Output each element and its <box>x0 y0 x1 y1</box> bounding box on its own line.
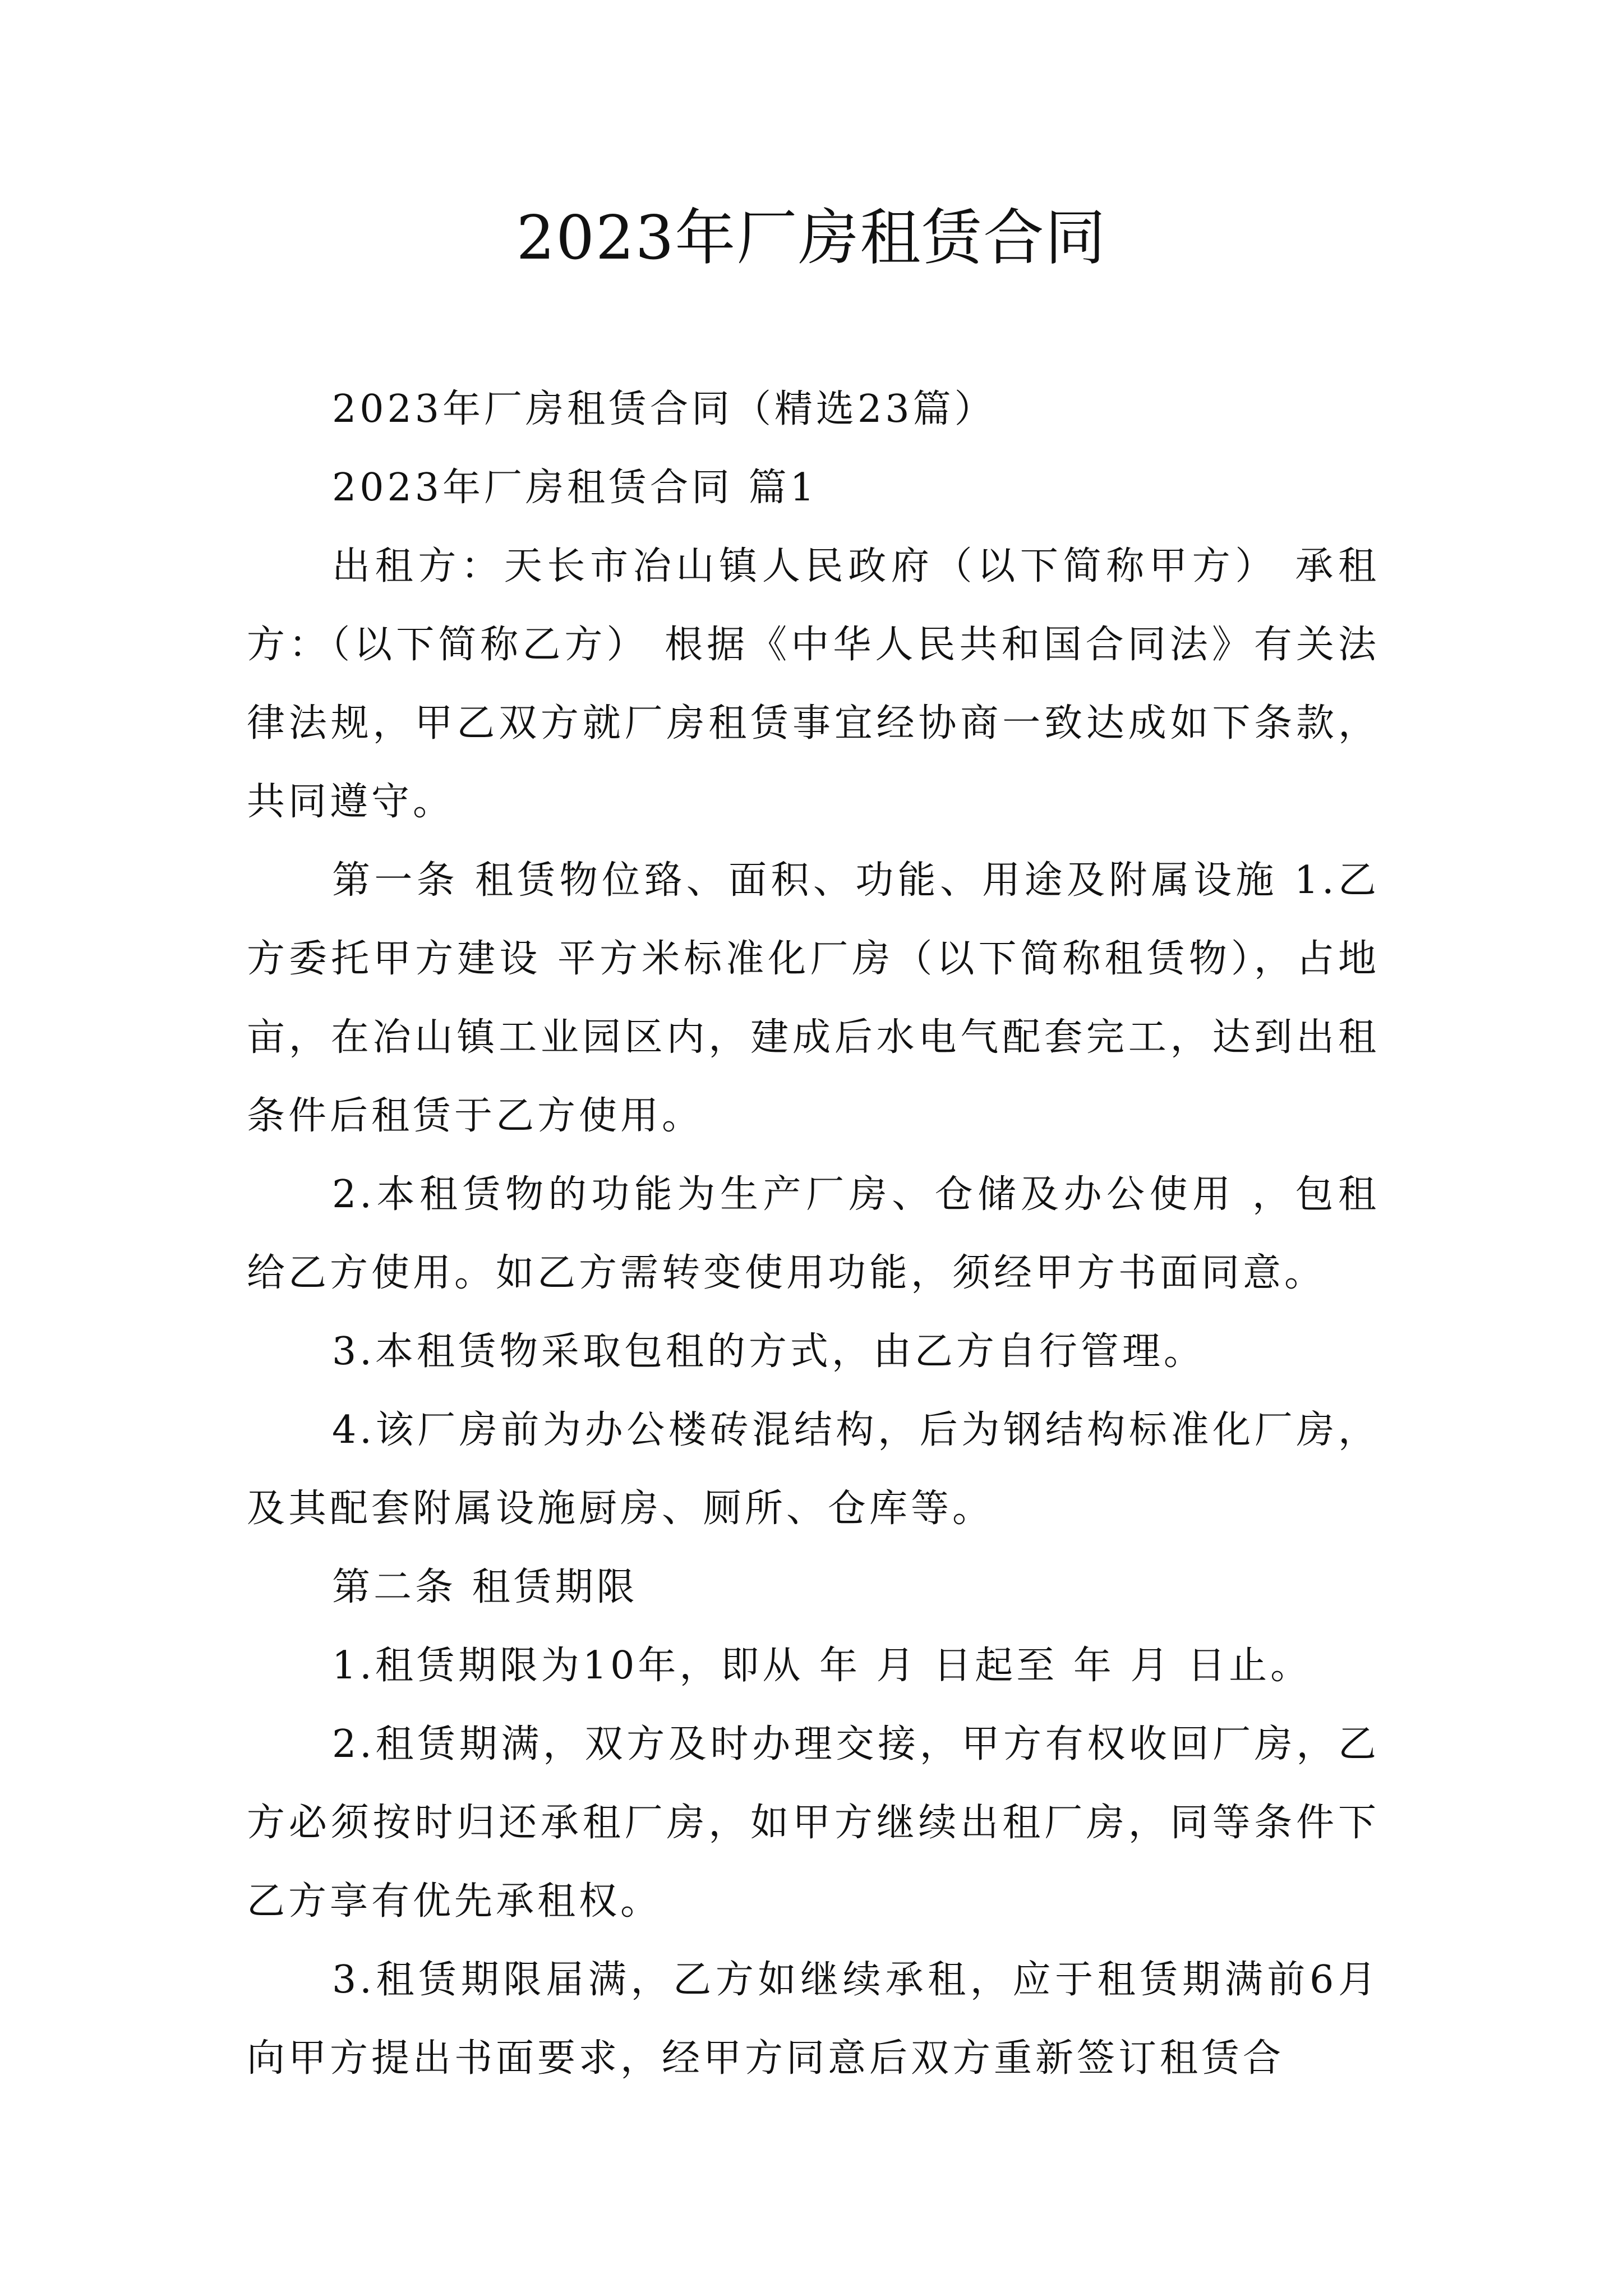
paragraph-clause-2-item-3: 3.租赁期限届满，乙方如继续承租，应于租赁期满前6月向甲方提出书面要求，经甲方同意后双方重新签订租赁合 <box>247 1958 1380 2081</box>
paragraph-clause-1: 第一条 租赁物位臵、面积、功能、用途及附属设施 1.乙方委托甲方建设 平方米标准化厂房（以下简称租赁物），占地 亩，在冶山镇工业园区内，建成后水电气配套完工，达到出租条件后租赁于乙方使用。 <box>247 858 1380 1138</box>
paragraph-clause-1-item-2: 2.本租赁物的功能为生产厂房、仓储及办公使用 ，包租给乙方使用。如乙方需转变使用功能，须经甲方书面同意。 <box>247 1172 1380 1295</box>
paragraph-clause-1-item-4: 4.该厂房前为办公楼砖混结构，后为钢结构标准化厂房，及其配套附属设施厨房、厕所、仓库等。 <box>247 1408 1380 1531</box>
paragraph-clause-1-item-3: 3.本租赁物采取包租的方式，由乙方自行管理。 <box>332 1329 1205 1374</box>
document-body <box>247 370 1380 2098</box>
document-title: 2023年厂房租赁合同 <box>516 203 1107 273</box>
paragraph-clause-2-item-2: 2.租赁期满，双方及时办理交接，甲方有权收回厂房，乙方必须按时归还承租厂房，如甲方继续出租厂房，同等条件下乙方享有优先承租权。 <box>247 1722 1380 1924</box>
paragraph-article-heading: 2023年厂房租赁合同 篇1 <box>332 466 818 510</box>
paragraph-clause-2-heading: 第二条 租赁期限 <box>332 1565 638 1609</box>
paragraph-clause-2-item-1: 1.租赁期限为10年，即从 年 月 日起至 年 月 日止。 <box>332 1644 1312 1688</box>
paragraph-collection-heading: 2023年厂房租赁合同（精选23篇） <box>332 387 996 431</box>
paragraph-parties: 出租方：天长市冶山镇人民政府（以下简称甲方） 承租方：（以下简称乙方） 根据《中华人民共和国合同法》有关法律法规，甲乙双方就厂房租赁事宜经协商一致达成如下条款，共同遵守。 <box>247 544 1380 824</box>
